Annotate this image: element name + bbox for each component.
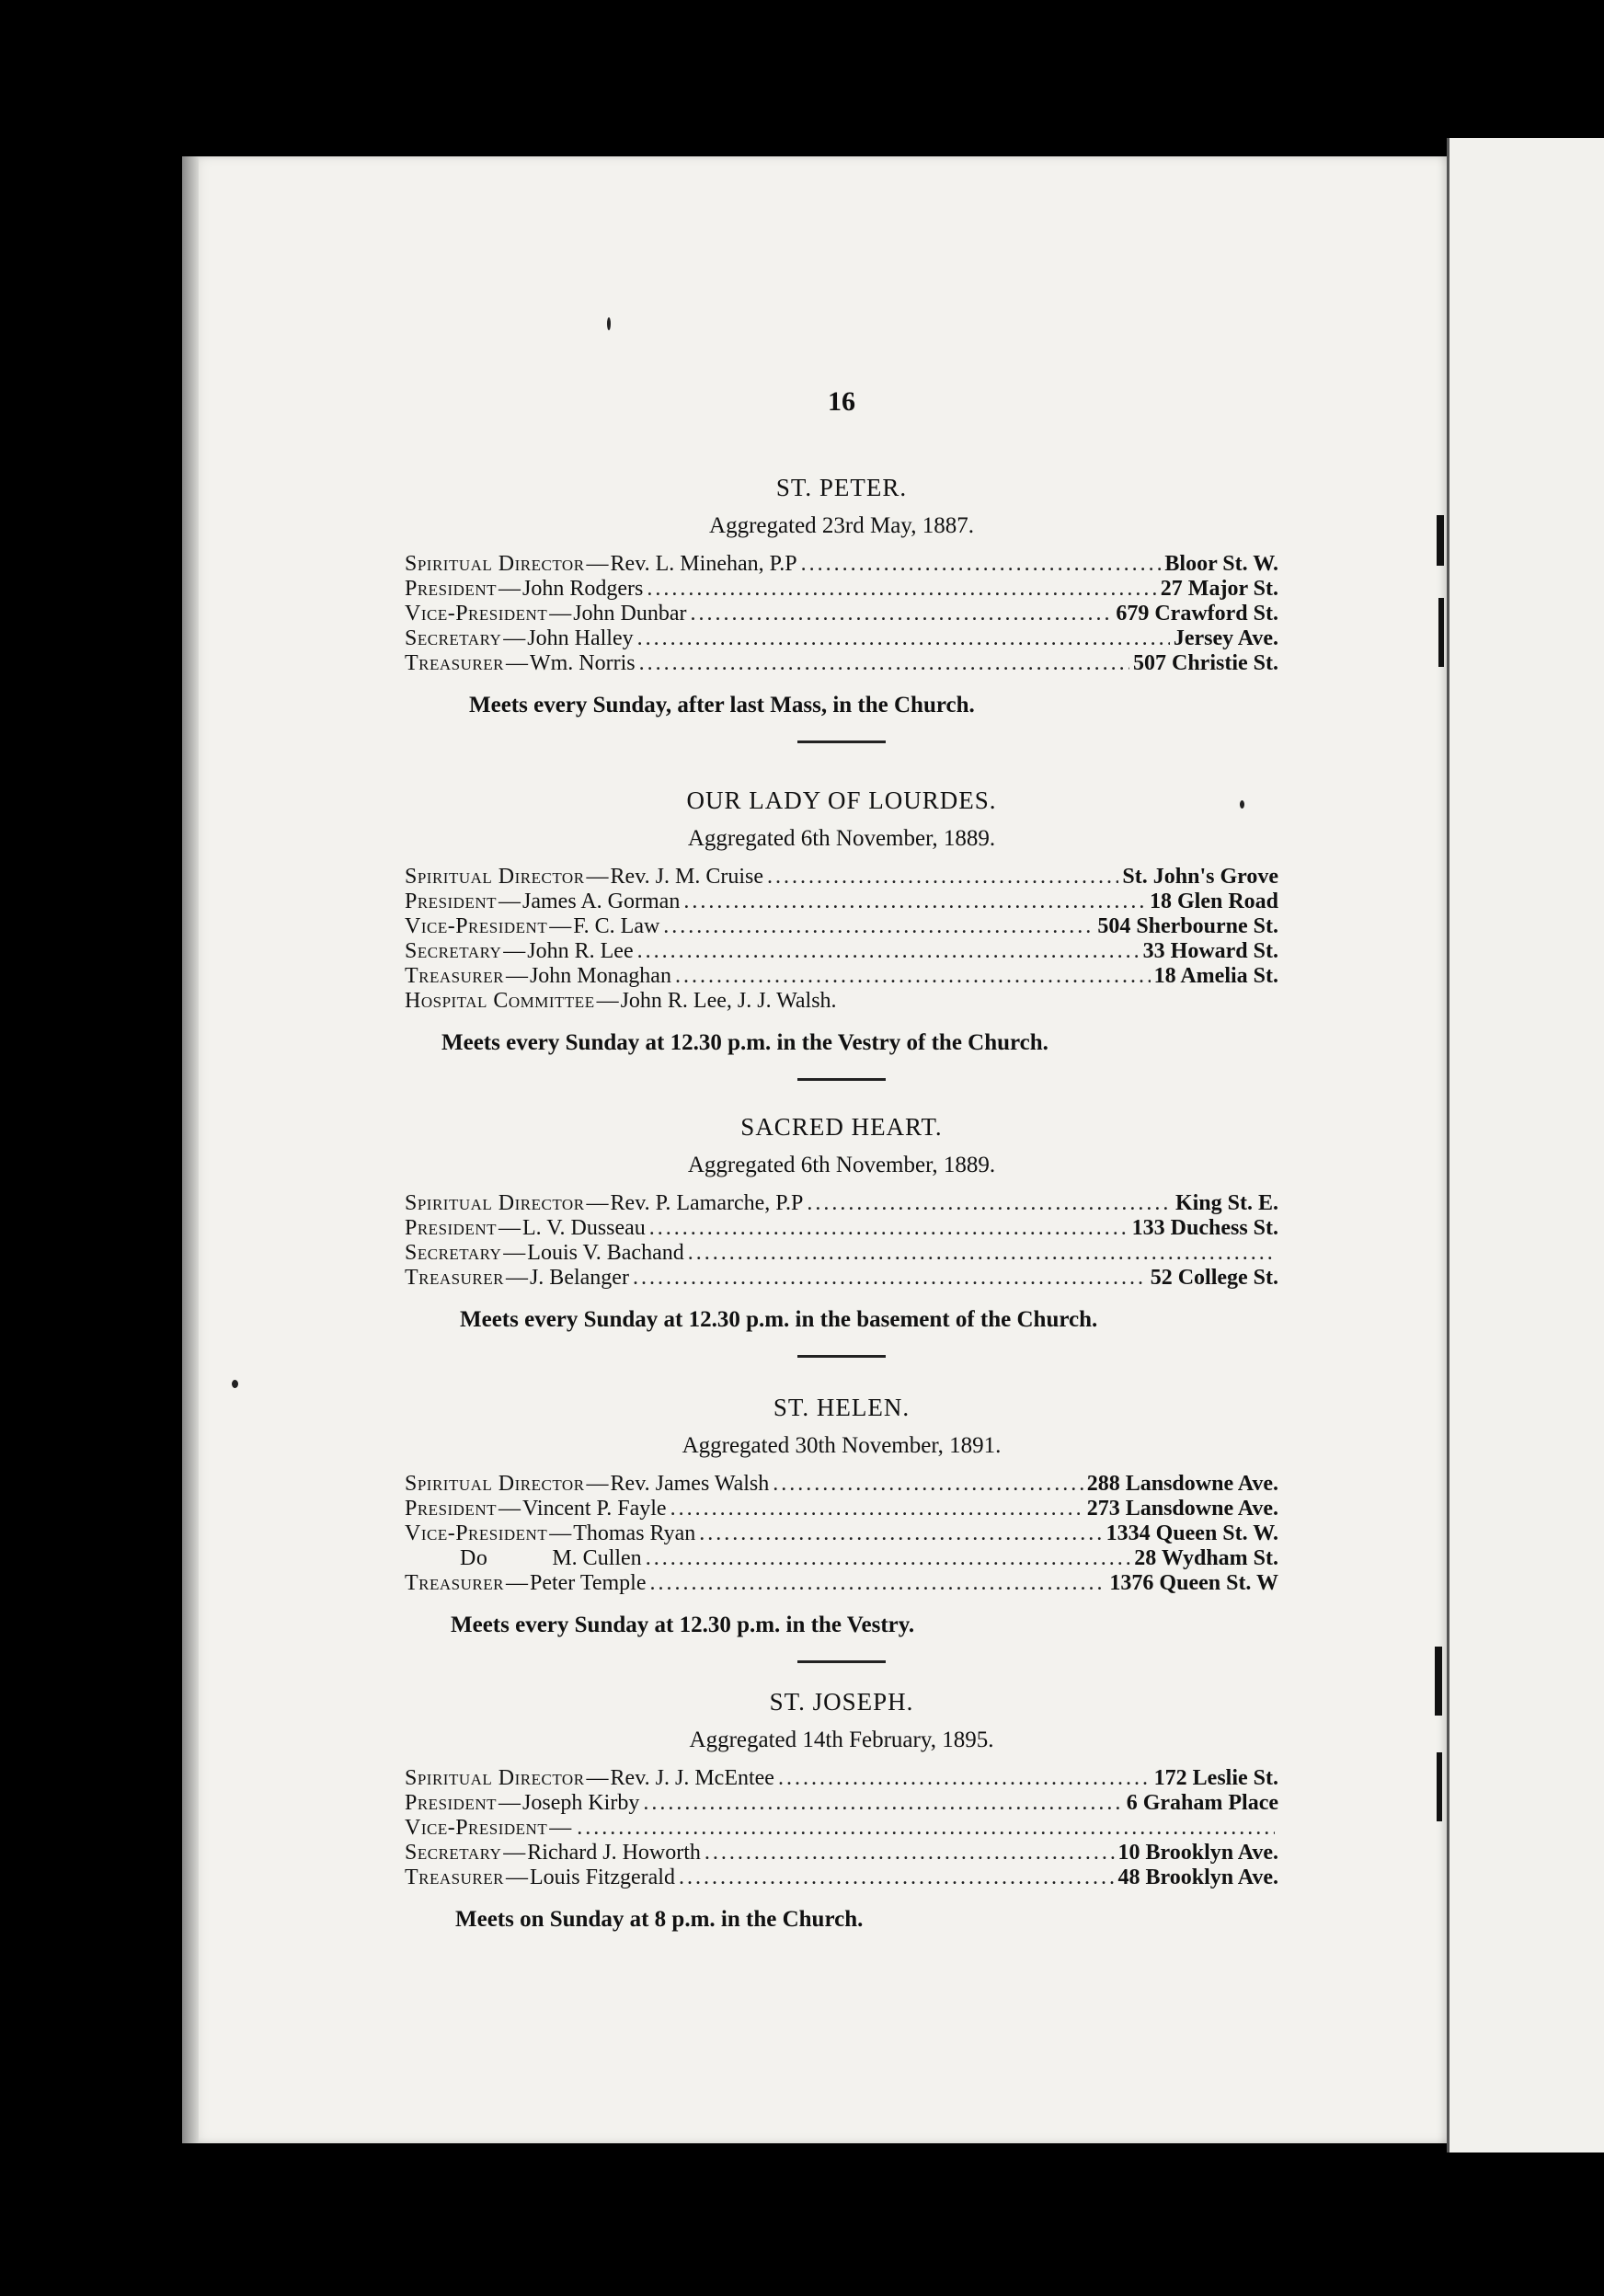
- meeting-info: Meets every Sunday at 12.30 p.m. in the Vestry of the Church.: [441, 1030, 1048, 1055]
- officer-row: [405, 1191, 1278, 1216]
- aggregated-date: Aggregated 30th November, 1891.: [682, 1433, 1002, 1458]
- society-section: [405, 1688, 1278, 1933]
- officer-name: M. Cullen: [552, 1546, 642, 1570]
- dot-leader: [691, 602, 1113, 626]
- officer-row: [405, 1766, 1278, 1791]
- em-dash: —: [596, 989, 619, 1013]
- em-dash: —: [505, 1571, 528, 1595]
- em-dash: —: [586, 1472, 609, 1496]
- officer-address: 1376 Queen St. W: [1109, 1571, 1278, 1595]
- dot-leader: [649, 1216, 1129, 1241]
- society-section: [405, 786, 1278, 1081]
- officer-list: [405, 552, 1278, 676]
- officer-address: 172 Leslie St.: [1153, 1766, 1278, 1790]
- officer-name: Louis V. Bachand: [527, 1241, 684, 1265]
- officer-address: 133 Duchess St.: [1131, 1216, 1278, 1240]
- officer-role: Do: [460, 1546, 488, 1570]
- dot-leader: [778, 1766, 1151, 1791]
- officer-address: 18 Amelia St.: [1153, 964, 1278, 988]
- em-dash: —: [549, 914, 572, 938]
- officer-row: [405, 1866, 1278, 1890]
- officer-name: John Monaghan: [529, 964, 671, 988]
- officer-role: Secretary: [405, 1841, 502, 1865]
- officer-role: Treasurer: [405, 1866, 504, 1889]
- section-divider: [797, 1078, 886, 1081]
- officer-role: Spiritual Director: [405, 865, 585, 889]
- dot-leader: [643, 1791, 1122, 1816]
- officer-address: 504 Sherbourne St.: [1097, 914, 1278, 938]
- officer-name: John Rodgers: [522, 577, 644, 601]
- officer-list: [405, 865, 1278, 1014]
- dot-leader: [688, 1241, 1275, 1266]
- officer-row: [405, 890, 1278, 914]
- em-dash: —: [549, 602, 572, 626]
- dot-leader: [683, 890, 1146, 914]
- officer-role: Spiritual Director: [405, 1472, 585, 1496]
- dot-leader: [773, 1472, 1083, 1497]
- officer-name: J. Belanger: [529, 1266, 629, 1290]
- officer-row: [405, 1571, 1278, 1596]
- officer-address: 33 Howard St.: [1142, 939, 1278, 963]
- dot-leader: [699, 1521, 1102, 1546]
- dust-speck: [232, 1380, 238, 1388]
- dot-leader: [679, 1866, 1115, 1890]
- officer-address: 273 Lansdowne Ave.: [1086, 1497, 1278, 1521]
- em-dash: —: [503, 1841, 526, 1865]
- officer-name: Louis Fitzgerald: [529, 1866, 675, 1889]
- officer-role: President: [405, 890, 498, 913]
- officer-address: 27 Major St.: [1160, 577, 1278, 601]
- officer-role: Hospital Committee: [405, 989, 595, 1013]
- officer-name: Vincent P. Fayle: [522, 1497, 667, 1521]
- aggregated-date: Aggregated 14th February, 1895.: [689, 1728, 994, 1752]
- officer-name: Peter Temple: [529, 1571, 647, 1595]
- aggregated-date: Aggregated 6th November, 1889.: [687, 1153, 996, 1177]
- dot-leader: [633, 1266, 1147, 1291]
- officer-role: Vice-President: [405, 914, 548, 938]
- officer-row: [405, 577, 1278, 602]
- aggregated-date: Aggregated 23rd May, 1887.: [709, 513, 974, 538]
- officer-name: F. C. Law: [573, 914, 660, 938]
- em-dash: —: [503, 626, 526, 650]
- meeting-info: Meets every Sunday, after last Mass, in the Church.: [469, 693, 975, 718]
- em-dash: —: [549, 1816, 572, 1840]
- page-gutter-shadow: [182, 156, 199, 2143]
- officer-name: L. V. Dusseau: [522, 1216, 646, 1240]
- officer-address: 288 Lansdowne Ave.: [1086, 1472, 1278, 1496]
- officer-row: [405, 552, 1278, 577]
- officer-role: Treasurer: [405, 651, 504, 675]
- dot-leader: [639, 651, 1129, 676]
- officer-address: 28 Wydham St.: [1134, 1546, 1278, 1570]
- dot-leader: [577, 1816, 1275, 1841]
- officer-row: [405, 1497, 1278, 1521]
- dot-leader: [801, 552, 1162, 577]
- binding-mark: [1437, 1752, 1442, 1821]
- em-dash: —: [505, 1266, 528, 1290]
- officer-address: St. John's Grove: [1122, 865, 1278, 889]
- officer-address: 507 Christie St.: [1133, 651, 1278, 675]
- officer-row: [405, 865, 1278, 890]
- officer-address: Jersey Ave.: [1173, 626, 1278, 650]
- officer-row: [405, 1241, 1278, 1266]
- officer-row: [405, 1841, 1278, 1866]
- officer-row: [405, 914, 1278, 939]
- officer-row: [405, 626, 1278, 651]
- officer-address: 10 Brooklyn Ave.: [1117, 1841, 1278, 1865]
- section-divider: [797, 740, 886, 743]
- section-title: ST. HELEN.: [773, 1394, 911, 1421]
- officer-name: Thomas Ryan: [573, 1521, 696, 1545]
- meeting-info: Meets every Sunday at 12.30 p.m. in the Vestry.: [451, 1613, 915, 1637]
- dot-leader: [646, 1546, 1131, 1571]
- facing-page: [1447, 138, 1604, 2152]
- officer-name: Rev. L. Minehan, P.P: [610, 552, 797, 576]
- officer-row: [405, 602, 1278, 626]
- officer-address: Bloor St. W.: [1164, 552, 1278, 576]
- em-dash: —: [586, 1766, 609, 1790]
- officer-row: [405, 1472, 1278, 1497]
- aggregated-date: Aggregated 6th November, 1889.: [687, 826, 996, 851]
- section-title: ST. PETER.: [775, 474, 908, 501]
- officer-name: John Dunbar: [573, 602, 687, 626]
- officer-role: Secretary: [405, 1241, 502, 1265]
- officer-row: [405, 1791, 1278, 1816]
- dot-leader: [649, 1571, 1106, 1596]
- officer-row: [405, 1546, 1278, 1571]
- section-title: ST. JOSEPH.: [769, 1688, 914, 1716]
- dot-leader: [663, 914, 1094, 939]
- em-dash: —: [505, 964, 528, 988]
- society-section: [405, 1113, 1278, 1358]
- officer-role: Spiritual Director: [405, 552, 585, 576]
- officer-name: Rev. James Walsh: [610, 1472, 770, 1496]
- em-dash: —: [503, 1241, 526, 1265]
- section-title: SACRED HEART.: [740, 1113, 943, 1141]
- officer-role: President: [405, 1791, 498, 1815]
- officer-address: 48 Brooklyn Ave.: [1117, 1866, 1278, 1889]
- officer-role: Treasurer: [405, 964, 504, 988]
- officer-address: 6 Graham Place: [1126, 1791, 1278, 1815]
- dot-leader: [637, 626, 1170, 651]
- officer-role: President: [405, 1216, 498, 1240]
- officer-row: [405, 1216, 1278, 1241]
- page-number: 16: [828, 386, 855, 417]
- em-dash: —: [586, 552, 609, 576]
- officer-role: Secretary: [405, 626, 502, 650]
- officer-role: Vice-President: [405, 602, 548, 626]
- binding-mark: [1438, 598, 1444, 667]
- officer-address: King St. E.: [1174, 1191, 1278, 1215]
- officer-name: Rev. P. Lamarche, P.P: [610, 1191, 804, 1215]
- officer-name: Wm. Norris: [529, 651, 636, 675]
- society-section: [405, 1394, 1278, 1663]
- officer-name: Rev. J. M. Cruise: [610, 865, 763, 889]
- em-dash: —: [586, 1191, 609, 1215]
- society-section: [405, 474, 1278, 743]
- officer-row: [405, 939, 1278, 964]
- officer-list: [405, 1472, 1278, 1596]
- officer-name: Richard J. Howorth: [527, 1841, 701, 1865]
- dot-leader: [705, 1841, 1115, 1866]
- officer-list: [405, 1191, 1278, 1291]
- binding-mark: [1435, 1647, 1442, 1716]
- officer-row: [405, 989, 1278, 1014]
- section-divider: [797, 1355, 886, 1358]
- dot-leader: [670, 1497, 1083, 1521]
- officer-address: 1334 Queen St. W.: [1106, 1521, 1278, 1545]
- officer-list: [405, 1766, 1278, 1890]
- officer-role: Secretary: [405, 939, 502, 963]
- officer-name: John R. Lee: [527, 939, 634, 963]
- officer-name: Rev. J. J. McEntee: [610, 1766, 774, 1790]
- officer-role: Spiritual Director: [405, 1766, 585, 1790]
- officer-name: Joseph Kirby: [522, 1791, 640, 1815]
- dot-leader: [637, 939, 1140, 964]
- em-dash: —: [503, 939, 526, 963]
- dot-leader: [675, 964, 1151, 989]
- section-title: OUR LADY OF LOURDES.: [686, 786, 997, 814]
- meeting-info: Meets every Sunday at 12.30 p.m. in the basement of the Church.: [460, 1307, 1098, 1332]
- officer-role: President: [405, 577, 498, 601]
- em-dash: —: [498, 1216, 521, 1240]
- officer-row: [405, 1816, 1278, 1841]
- officer-address: 679 Crawford St.: [1116, 602, 1278, 626]
- officer-row: [405, 964, 1278, 989]
- em-dash: —: [498, 890, 521, 913]
- em-dash: —: [498, 1497, 521, 1521]
- officer-name: James A. Gorman: [522, 890, 681, 913]
- officer-role: Treasurer: [405, 1266, 504, 1290]
- em-dash: —: [549, 1521, 572, 1545]
- officer-role: Treasurer: [405, 1571, 504, 1595]
- officer-name: John R. Lee, J. J. Walsh.: [620, 989, 837, 1013]
- section-divider: [797, 1660, 886, 1663]
- officer-address: 52 College St.: [1150, 1266, 1278, 1290]
- officer-row: [405, 1521, 1278, 1546]
- officer-role: President: [405, 1497, 498, 1521]
- officer-role: Vice-President: [405, 1816, 548, 1840]
- dust-speck: [607, 317, 611, 330]
- dot-leader: [647, 577, 1156, 602]
- officer-role: Spiritual Director: [405, 1191, 585, 1215]
- em-dash: —: [586, 865, 609, 889]
- dot-leader: [767, 865, 1118, 890]
- em-dash: —: [498, 1791, 521, 1815]
- em-dash: —: [505, 651, 528, 675]
- meeting-info: Meets on Sunday at 8 p.m. in the Church.: [455, 1907, 864, 1932]
- dot-leader: [807, 1191, 1172, 1216]
- officer-row: [405, 651, 1278, 676]
- officer-address: 18 Glen Road: [1149, 890, 1278, 913]
- officer-row: [405, 1266, 1278, 1291]
- officer-name: John Halley: [527, 626, 634, 650]
- em-dash: —: [505, 1866, 528, 1889]
- binding-mark: [1437, 515, 1444, 566]
- em-dash: —: [498, 577, 521, 601]
- officer-role: Vice-President: [405, 1521, 548, 1545]
